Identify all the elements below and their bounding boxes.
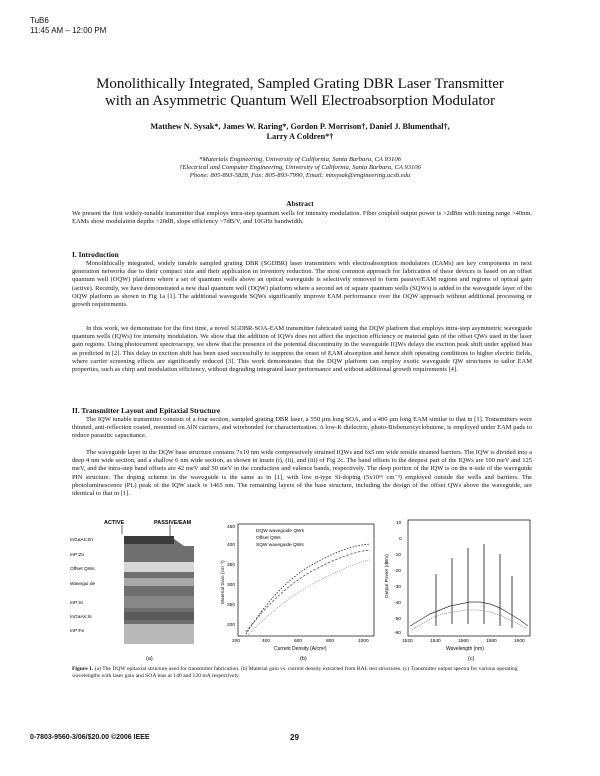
b-xtick-4: 800 [326,639,335,644]
figure-caption [72,666,532,680]
section-1-heading: I. Introduction [72,250,119,259]
session-id: TuB6 [30,16,49,25]
c-xtick-5: 1600 [514,639,525,644]
b-legend-2: Offset QWs [256,536,281,541]
figure-1c-chart [384,520,530,662]
c-ytick-7: -50 [394,617,401,622]
session-time: 11:45 AM – 12:00 PM [30,26,107,35]
c-xtick-1: 1520 [402,639,413,644]
c-xtick-2: 1540 [430,639,441,644]
b-legend-3: SQW waveguide QWs [256,543,304,548]
caption-text: (a) The DQW epitaxial structure used for transmitter fabrication. (b) Material gain vs. current density extracted from BAL test structures. (c) Transmitter output spectra for various operating wavelengths with laser gain and SOA bias at 140 and 120 mA respectively. [72,666,518,679]
b-ytick-6: 450 [227,525,236,530]
layer-label-4: Wavegui de [70,582,96,587]
c-ytick-8: -60 [394,631,401,636]
affiliations [60,156,540,180]
section-2-paragraph-2: The waveguide layer in the DQW base structure contains 7x10 nm wide compressively strained IQWs and 6x5 nm wide tensile strained barriers. The IQW is divided into a deep 4 nm wide section, and a shallow 6 nm wide section, as shown in insets (i), (ii), and (iii) of Fig 2c. The band offsets to the deepest part of the IQWs are 100 meV and 125 meV, and the intra-step band offsets are 42 meV and 50 meV in the conduction and valence bands, respectively. The deep portion of the IQW is on the n-side of the waveguide PIN structure. The doping scheme in the waveguide is the same as in [1], with low n-type Si-doping (5x10¹⁶ cm⁻³) employed outside the wells and barriers. The photoluminescence (PL) peak of the IQW stack is 1465 nm. The remaining layers of the base structure, including the design of the offset QWs above the waveguide, are identical to that in [1]. [72,449,532,498]
b-ytick-2: 250 [227,603,236,608]
c-y-ticks [394,520,402,636]
c-x-axis-label: Wavelength (nm) [446,646,484,652]
panel-a-label: (a) [146,656,153,662]
c-ytick-4: -20 [394,569,401,574]
layer-label-1: InGaAs:Zn [70,538,93,543]
c-ytick-6: -40 [394,601,401,606]
authors-line-2: Larry A Coldren*† [266,132,334,141]
b-ytick-5: 400 [227,543,236,548]
author-list [60,122,540,142]
b-y-axis-label: Material Gain (cm⁻¹) [221,560,226,604]
authors-line-1: Matthew N. Sysak*, James W. Raring*, Gordon P. Morrison†, Daniel J. Blumenthal†, [150,122,450,131]
title-line-1: Monolithically Integrated, Sampled Grating DBR Laser Transmitter [96,76,504,92]
b-xtick-2: 400 [262,639,271,644]
session-tag [30,16,106,36]
c-xtick-3: 1560 [458,639,469,644]
abstract-heading: Abstract [286,199,314,208]
b-y-ticks [227,524,235,628]
c-ytick-2: 0 [399,537,402,542]
figure-1b-chart [220,524,374,662]
active-label: ACTIVE [104,520,125,526]
section-2-paragraph-1: The IQW tunable transmitter consists of a four section, sampled grating DBR laser, a 550 µm long SOA, and a 400 µm long EAM similar to that in [1]. Transmitters were thinned, anti-reflection coated, mounted on AlN carriers, and wirebonded for characterization. A low-K dielectric, photo-Bisbenzocyclobutene, is employed under EAM pads to reduce parasitic capacitance. [72,416,532,440]
b-ytick-1: 200 [227,623,236,628]
layer-label-2: InP:Zn [70,553,85,558]
c-x-ticks [402,638,525,644]
passive-label: PASSIVE/EAM [154,520,192,526]
b-x-axis-label: Current Density (A/cm²) [274,646,327,652]
intro-paragraph-2: In this work, we demonstrate for the first time, a novel SGDBR-SOA-EAM transmitter fabricated using the DQW platform that employs intra-step asymmetric waveguide quantum wells (IQWs) for intensity modulation. We show that the addition of IQWs does not affect the injection efficiency or material gain of the offset QWs used in the laser gain regions. Using photocurrent spectroscopy, we show that the presence of the potential discontinuity in the waveguide IQWs delays the exciton peak shift under applied bias as predicted in [2]. This delay in exciton shift has been used successfully to suppress the onset of EAM absorption and hence shift operating conditions to higher electric fields, where carrier screening effects are significantly reduced [3]. This work demonstrates that the DQW platform can employ exotic waveguide QW structures to tailor EAM properties, such as chirp and modulation efficiency, without degrading integrated laser performance and without additional growth requirements [4]. [72,325,532,374]
figure-1a-structure [70,520,194,662]
layer-label-3: Offset QWs [70,567,95,572]
copyright-footer: 0-7803-9560-3/06/$20.00 ©2006 IEEE [30,734,150,741]
b-x-ticks [232,638,369,644]
layer-label-7: InP:Fe [70,629,85,634]
b-curve-sqw [248,560,370,635]
b-curve-offset [246,550,370,632]
c-ase-floor [410,602,528,626]
page-number: 29 [290,733,299,742]
b-ytick-3: 300 [227,583,236,588]
paper-title [40,76,560,110]
b-legend-1: DQW waveguide QWs [256,529,304,534]
intro-paragraph-1: Monolithically integrated, widely tunable sampled grating DBR (SGDBR) laser transmitters with electroabsorption modulators (EAMs) are key components in next generation networks due to their compact size and their application in inventory reduction. The most common approach for fabrication of these devices is based on an offset quantum well (OQW) platform where a set of quantum wells above an optical waveguide is selectively removed to form passive/EAM regions and regions of optical gain (active). Recently, we have demonstrated a new dual quantum well (DQW) platform where a second set of square quantum wells (SQWs) is added to the waveguide layer of the OQW platform as shown in Fig 1a [1]. The additional waveguide SQWs significantly improve EAM performance over the OQW approach without additional processing or growth requirements. [72,260,532,309]
panel-b-label: (b) [300,656,307,662]
b-curve-dqw [246,544,370,634]
layer-label-6: InGaAs:Si [70,615,92,620]
affiliation-1: *Materials Engineering, University of California, Santa Barbara, CA 93106 [199,156,401,163]
b-xtick-3: 600 [294,639,303,644]
c-ytick-3: -10 [394,553,401,558]
figure-1-graphics [70,514,532,664]
c-ytick-1: 10 [396,521,402,526]
contact-line: Phone: 805-893-5828, Fax: 805-893-7990, Email: mnsysak@engineering.ucsb.edu [189,172,411,179]
caption-label: Figure 1. [72,666,94,672]
c-ytick-5: -30 [394,585,401,590]
c-lasing-peaks [436,544,512,628]
c-xtick-4: 1580 [486,639,497,644]
section-2-heading: II. Transmitter Layout and Epitaxial Structure [72,406,221,415]
b-xtick-1: 200 [232,639,241,644]
b-legend [256,528,305,548]
b-ytick-4: 350 [227,563,236,568]
figure-1 [70,514,532,664]
panel-c-label: (c) [468,656,475,662]
abstract-text: We present the first widely-tunable transmitter that employs intra-step quantum wells for intensity modulation. Fiber coupled output power is >2dBm with tuning range >40nm. EAMs show modulation depths >20dB, slope efficiency >7dB/V, and 10GHz bandwidth. [72,210,532,226]
layer-label-5: InP:Si [70,601,83,606]
c-y-axis-label: Output Power (dBm) [385,554,390,598]
title-line-2: with an Asymmetric Quantum Well Electroabsorption Modulator [104,93,496,109]
affiliation-2: †Electrical and Computer Engineering, University of California, Santa Barbara, CA 93106 [179,164,421,171]
b-xtick-5: 1000 [358,639,369,644]
